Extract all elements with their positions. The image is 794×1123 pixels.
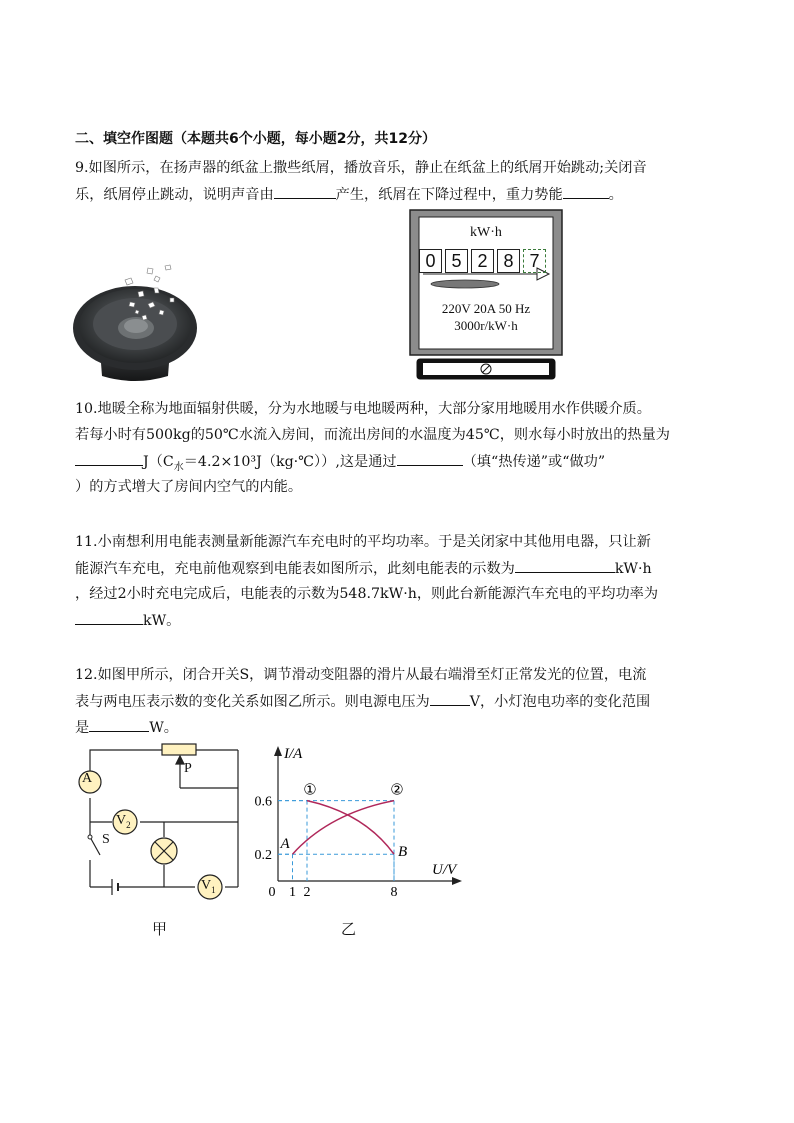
q11-text-c: kW。	[143, 613, 181, 629]
q11-line-4	[75, 610, 180, 631]
ammeter-label: A	[82, 771, 93, 786]
speaker-illustration	[70, 258, 200, 386]
q9-blank-2[interactable]	[563, 184, 609, 199]
q10-line-1: 10.地暖全称为地面辐射供暖，分为水地暖与电地暖两种，大部分家用地暖用水作供暖介质。	[75, 401, 651, 417]
v2-letter: V	[116, 813, 127, 828]
q9-line-1: 9.如图所示，在扬声器的纸盆上撒些纸屑，播放音乐，静止在纸盆上的纸屑开始跳动;关闭音	[75, 160, 647, 176]
q10-blank-2[interactable]	[397, 451, 463, 466]
circuit-diagram	[70, 742, 245, 902]
q12-blank-2[interactable]	[89, 717, 149, 732]
meter-digit: 2	[471, 249, 494, 273]
q12-line-2	[75, 691, 650, 712]
q11-line-1: 11.小南想利用电能表测量新能源汽车充电时的平均功率。于是关闭家中其他用电器，只让新	[75, 534, 651, 550]
q11-text-a: 能源汽车充电，充电前他观察到电能表如图所示，此刻电能表的示数为	[75, 561, 515, 577]
q9-text-a: 乐，纸屑停止跳动，说明声音由	[75, 187, 274, 203]
meter-digits	[419, 249, 546, 273]
point-a-label: A	[280, 836, 290, 853]
series-label: ②	[390, 782, 404, 799]
q11-line-3: ，经过2小时充电完成后，电能表的示数为548.7kW·h，则此台新能源汽车充电的平均功率为	[75, 586, 659, 602]
q11-text-b: kW·h	[614, 561, 652, 577]
circuit-caption: 甲	[152, 920, 168, 938]
q12-text-a: 表与两电压表示数的变化关系如图乙所示。则电源电压为	[75, 694, 430, 710]
slider-label: P	[184, 761, 192, 776]
q10-blank-1[interactable]	[75, 451, 143, 466]
q12-text-d: W。	[149, 720, 178, 736]
q11-blank-2[interactable]	[75, 610, 143, 625]
q10-text-b: ＝4.2×10³J（kg·℃））,这是通过	[183, 454, 397, 470]
q10-line-3	[75, 451, 605, 478]
x-axis-arrow	[452, 877, 462, 885]
y-axis-label: I/A	[284, 746, 303, 762]
q9-text-c: 。	[608, 187, 623, 203]
q12-text-b: V，小灯泡电功率的变化范围	[469, 694, 651, 710]
q10-text-a: J（C	[143, 454, 174, 470]
q12-text-c: 是	[75, 720, 90, 736]
x-axis-label: U/V	[432, 862, 457, 878]
chart-caption: 乙	[341, 920, 357, 938]
x-tick-label: 2	[303, 885, 311, 900]
series-label: ①	[303, 782, 317, 799]
series-curve	[307, 801, 394, 855]
x-tick-label: 8	[390, 885, 398, 900]
meter-digit: 8	[497, 249, 520, 273]
meter-spec-2: 3000r/kW·h	[454, 318, 518, 333]
meter-spec-1: 220V 20A 50 Hz	[441, 301, 531, 316]
series-curve	[293, 801, 395, 855]
meter-digit: 5	[445, 249, 468, 273]
v2-subscript: 2	[126, 819, 131, 830]
q10-line-4: ）的方式增大了房间内空气的内能。	[75, 479, 303, 495]
q9-blank-1[interactable]	[274, 184, 336, 199]
voltmeter-1-label	[201, 878, 216, 895]
v1-letter: V	[201, 878, 212, 893]
q12-line-1: 12.如图甲所示，闭合开关S，调节滑动变阻器的滑片从最右端滑至灯正常发光的位置，电流	[75, 667, 647, 683]
x-tick-label: 1	[289, 885, 296, 900]
q9-line-2	[75, 184, 623, 205]
q10-subscript: 水	[173, 461, 184, 473]
energy-meter	[409, 209, 563, 384]
switch-label: S	[102, 832, 110, 847]
y-tick-label: 0.2	[254, 848, 272, 864]
meter-digit-decimal: 7	[523, 249, 546, 273]
meter-digit: 0	[419, 249, 442, 273]
q10-line-2: 若每小时有500kg的50℃水流入房间，而流出房间的水温度为45℃，则水每小时放出的热量为	[75, 427, 670, 443]
point-b-label: B	[398, 844, 408, 861]
meter-unit: kW·h	[470, 225, 502, 240]
q11-blank-1[interactable]	[515, 558, 615, 573]
q9-text-b: 产生，纸屑在下降过程中，重力势能	[335, 187, 563, 203]
y-axis-arrow	[274, 746, 282, 756]
y-tick-label: 0.6	[254, 794, 272, 810]
q12-blank-1[interactable]	[430, 691, 470, 706]
q10-text-c: （填“热传递”或“做功”	[462, 454, 606, 470]
q12-line-3	[75, 717, 178, 738]
v1-subscript: 1	[211, 884, 216, 895]
origin-label: 0	[268, 885, 276, 900]
section-title: 二、填空作图题（本题共6个小题，每小题2分，共12分）	[75, 131, 436, 147]
q11-line-2	[75, 558, 652, 579]
iv-chart	[246, 740, 470, 902]
voltmeter-2-label	[116, 813, 131, 830]
